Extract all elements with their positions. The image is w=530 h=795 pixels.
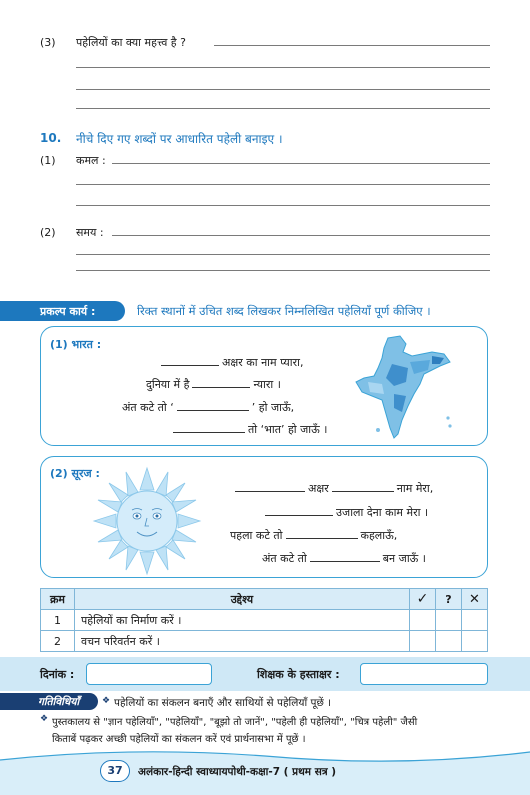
table-header-row <box>41 589 488 610</box>
blank[interactable] <box>310 561 380 562</box>
answer-line[interactable] <box>214 45 490 46</box>
bullet-icon: ❖ <box>102 696 111 706</box>
blank[interactable] <box>265 515 333 516</box>
blank[interactable] <box>192 387 250 388</box>
col-objective: उद्देश्य <box>75 589 410 610</box>
answer-line[interactable] <box>76 205 490 206</box>
cell-serial: 2 <box>41 631 75 652</box>
table-row <box>41 631 488 652</box>
blank[interactable] <box>177 410 249 411</box>
riddle1-line2: दुनिया में है न्यारा । <box>146 378 281 391</box>
cell-serial: 1 <box>41 610 75 631</box>
answer-line[interactable] <box>76 108 490 109</box>
riddle1-line3: अंत कटे तो ‘ ’ हो जाऊँ, <box>122 401 295 414</box>
q10-title: नीचे दिए गए शब्दों पर आधारित पहेली बनाइए । <box>76 132 283 146</box>
cross-cell[interactable] <box>462 631 488 652</box>
activity-1: पहेलियों का संकलन बनाएँ और साथियों से पहेलियाँ पूछें । <box>114 697 332 709</box>
signature-input[interactable] <box>360 663 488 685</box>
answer-line[interactable] <box>112 163 490 164</box>
date-label: दिनांक : <box>40 668 75 681</box>
riddle1-line1: अक्षर का नाम प्यारा, <box>158 355 304 370</box>
blank[interactable] <box>161 365 219 366</box>
book-title: अलंकार-हिन्दी स्वाध्यायपोथी-कक्षा-7 ( प्रथम सत्र ) <box>138 766 337 778</box>
answer-line[interactable] <box>76 184 490 185</box>
q10-item1-number: (1) <box>40 154 56 167</box>
answer-line[interactable] <box>76 67 490 68</box>
blank[interactable] <box>173 432 245 433</box>
check-cell[interactable] <box>410 610 436 631</box>
cross-cell[interactable] <box>462 610 488 631</box>
riddle2-line3: पहला कटे तो कहलाऊँ, <box>230 529 398 542</box>
col-cross: ✕ <box>462 589 488 610</box>
sun-illustration <box>92 466 202 576</box>
blank[interactable] <box>332 491 394 492</box>
project-badge <box>0 301 125 321</box>
activity-badge: गतिविधियाँ <box>0 693 98 710</box>
bullet-icon: ❖ <box>40 714 49 724</box>
riddle2-line2: उजाला देना काम मेरा । <box>262 505 428 520</box>
answer-line[interactable] <box>112 235 490 236</box>
project-instruction: रिक्त स्थानों में उचित शब्द लिखकर निम्नलिखित पहेलियाँ पूर्ण कीजिए । <box>137 304 431 318</box>
question-cell[interactable] <box>436 610 462 631</box>
project-badge-label: प्रकल्प कार्य : <box>40 305 96 318</box>
signature-label: शिक्षक के हस्ताक्षर : <box>257 668 340 681</box>
answer-line[interactable] <box>76 89 490 90</box>
blank[interactable] <box>286 538 358 539</box>
activity-2-line1: पुस्तकालय से "ज्ञान पहेलियाँ", "पहेलियाँ", "बूझो तो जानें", "पहेली ही पहेलियाँ", "चित्र पहेली" जैसी <box>52 717 418 728</box>
cell-objective: पहेलियों का निर्माण करें । <box>75 610 410 631</box>
q10-item2-label: समय : <box>76 226 104 239</box>
riddle1-line4: तो ‘भात’ हो जाऊँ । <box>170 422 327 437</box>
riddle1-heading: (1) भारत : <box>50 338 102 351</box>
q10-item2-number: (2) <box>40 226 56 239</box>
table-row <box>41 610 488 631</box>
q3-text: पहेलियों का क्या महत्त्व है ? <box>76 36 186 49</box>
col-serial: क्रम <box>41 589 75 610</box>
riddle2-heading: (2) सूरज : <box>50 467 100 480</box>
q10-item1-label: कमल : <box>76 154 106 167</box>
col-check: ✓ <box>410 589 436 610</box>
india-map-illustration <box>348 334 458 444</box>
check-cell[interactable] <box>410 631 436 652</box>
evaluation-table <box>40 588 488 652</box>
answer-line[interactable] <box>76 270 490 271</box>
page-number: 37 <box>107 764 123 777</box>
q3-number: (3) <box>40 36 56 49</box>
riddle2-line1: अक्षर नाम मेरा, <box>232 481 433 496</box>
q10-number: 10. <box>40 131 62 145</box>
cell-objective: वचन परिवर्तन करें । <box>75 631 410 652</box>
blank[interactable] <box>235 491 305 492</box>
date-input[interactable] <box>86 663 212 685</box>
question-cell[interactable] <box>436 631 462 652</box>
answer-line[interactable] <box>76 254 490 255</box>
col-question: ? <box>436 589 462 610</box>
riddle2-line4: अंत कटे तो बन जाऊँ । <box>262 552 426 565</box>
page-number-badge <box>100 760 130 782</box>
activity-2-line2: किताबें पढ़कर अच्छी पहेलियों का संकलन करें एवं प्रार्थनासभा में पूछें । <box>52 734 306 745</box>
